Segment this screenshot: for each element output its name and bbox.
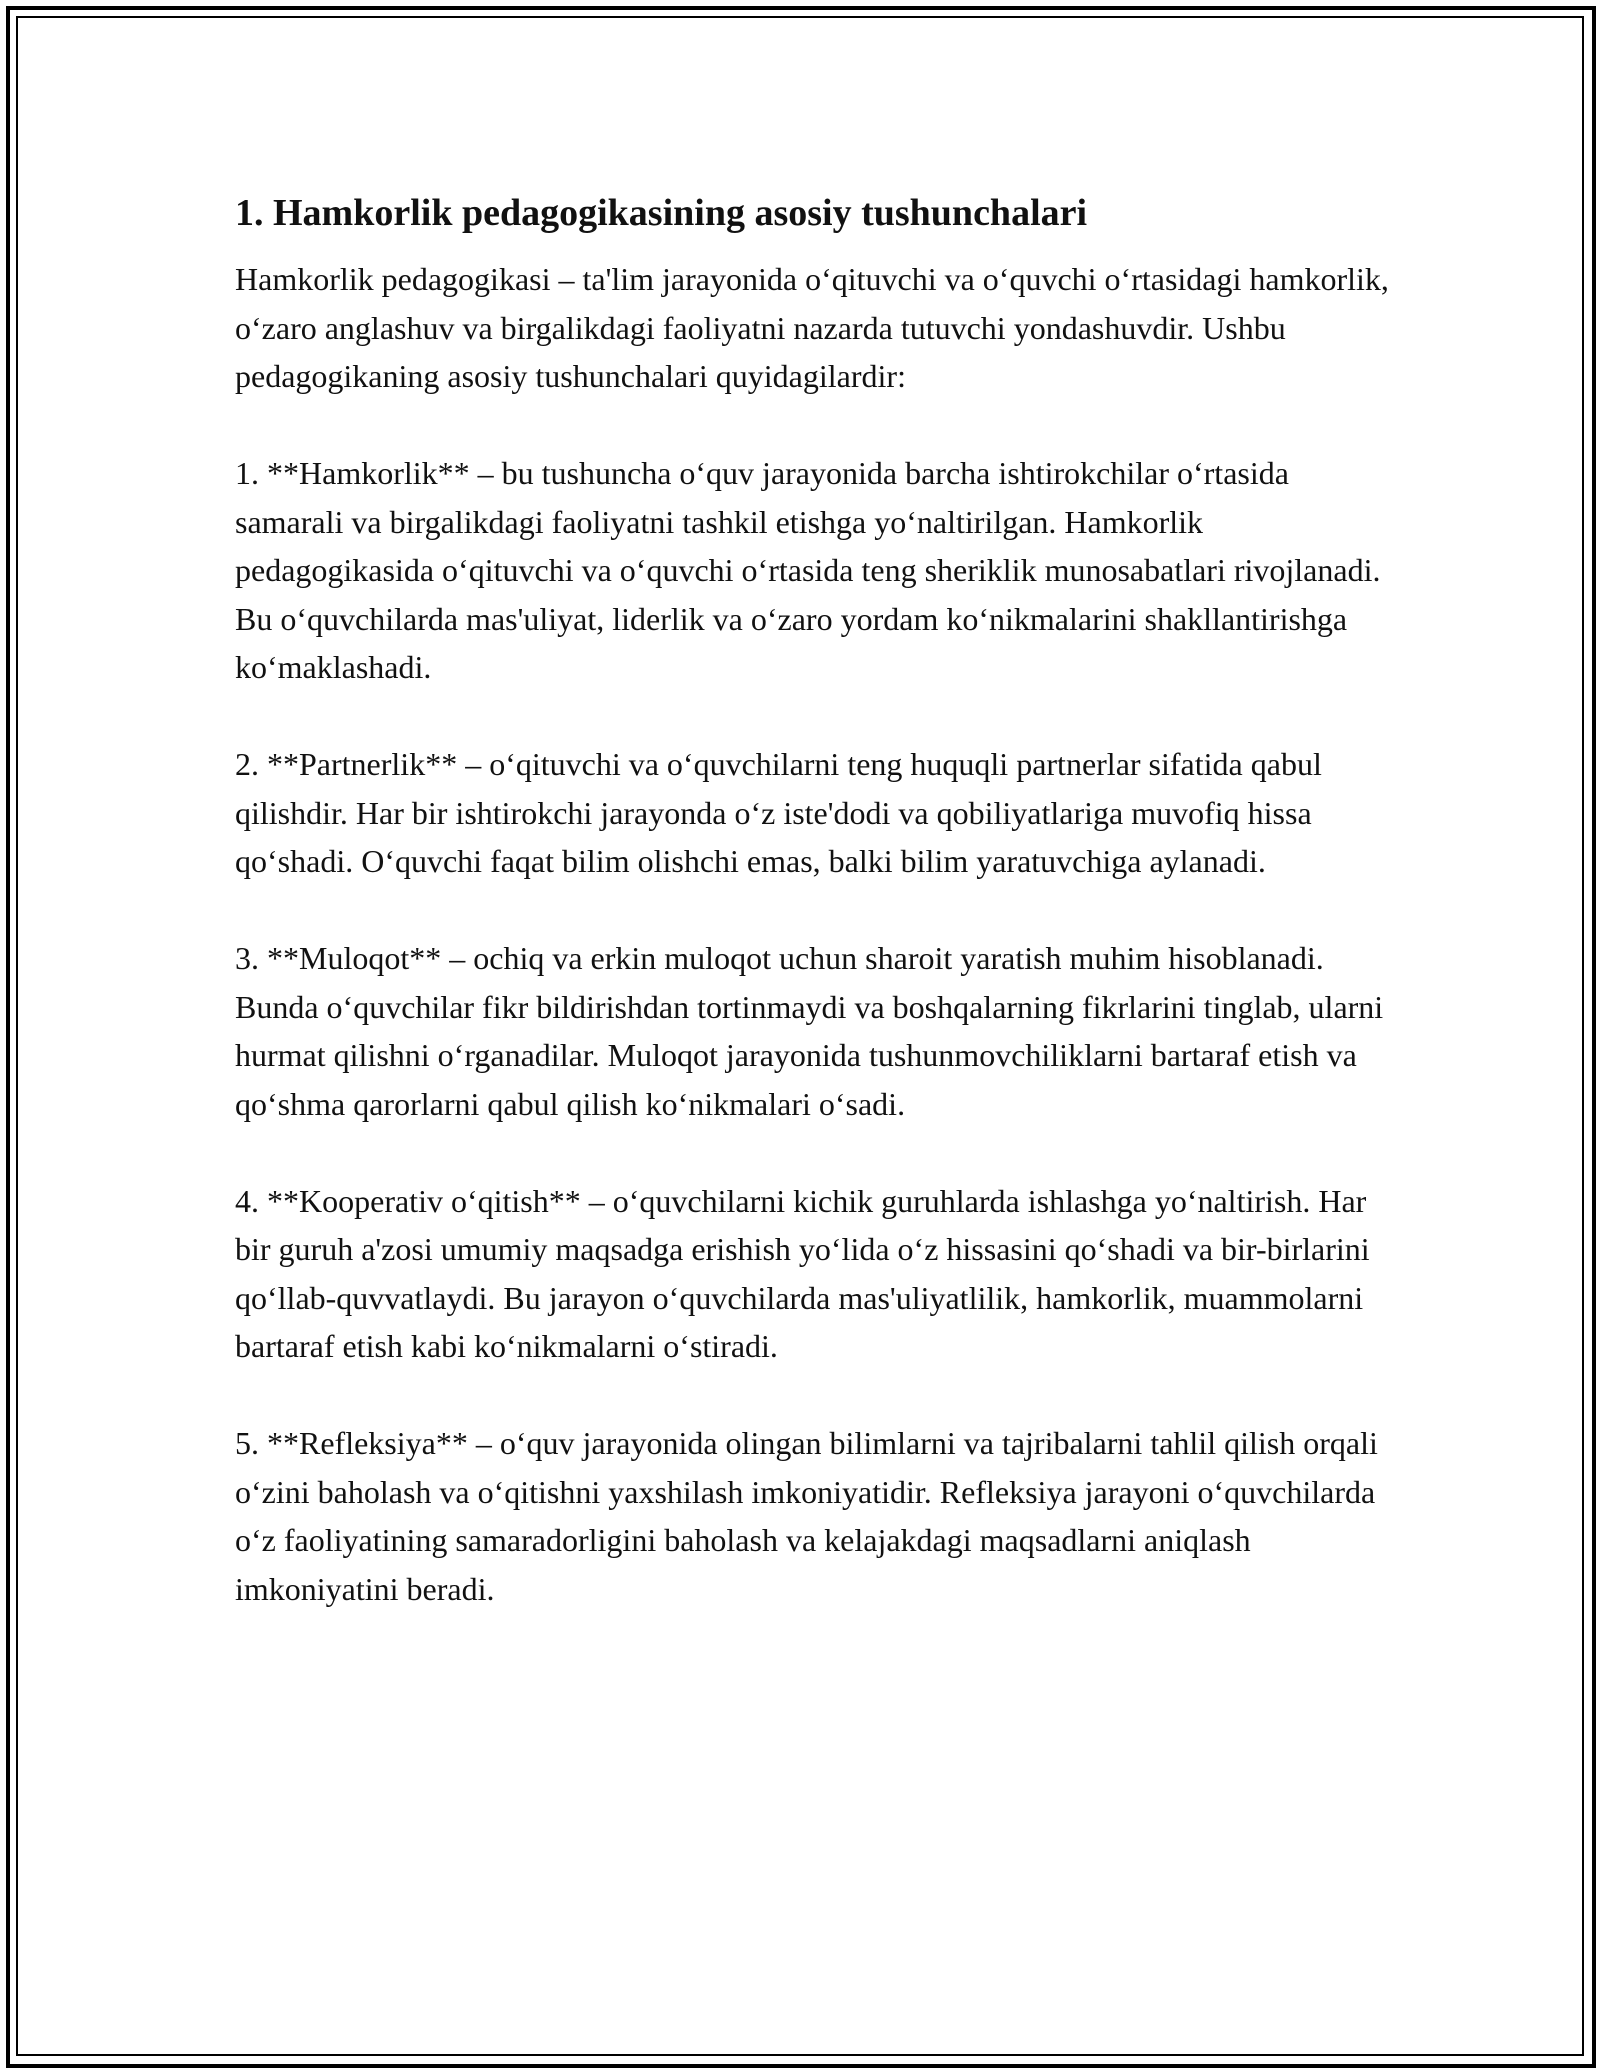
concept-muloqot-paragraph: 3. **Muloqot** – ochiq va erkin muloqot uchun sharoit yaratish muhim hisoblanadi. Bunda o‘quvchilar fikr bildirishdan tortinmaydi va boshqalarning fikrlarini tinglab, ularni hurmat qilishni o‘rganadilar. Muloqot jarayonida tushunmovchiliklarni bartaraf etish va qo‘shma qarorlarni qabul qilish ko‘nikmalari o‘sadi. (235, 940, 1384, 1122)
intro-paragraph: Hamkorlik pedagogikasi – ta'lim jarayonida o‘qituvchi va o‘quvchi o‘rtasidagi hamkorlik, o‘zaro anglashuv va birgalikdagi faoliyatni nazarda tutuvchi yondashuvdir. Ushbu pedagogikaning asosiy tushunchalari quyidagilardir: (235, 261, 1389, 394)
concept-kooperativ-paragraph: 4. **Kooperativ o‘qitish** – o‘quvchilarni kichik guruhlarda ishlashga yo‘naltirish. Har bir guruh a'zosi umumiy maqsadga erishish yo‘lida o‘z hissasini qo‘shadi va bir-birlarini qo‘llab-quvvatlaydi. Bu jarayon o‘quvchilarda mas'uliyatlilik, hamkorlik, muammolarni bartaraf etish kabi ko‘nikmalarni o‘stiradi. (235, 1182, 1370, 1364)
document-body (235, 185, 1395, 1662)
concept-hamkorlik-paragraph: 1. **Hamkorlik** – bu tushuncha o‘quv jarayonida barcha ishtirokchilar o‘rtasida samarali va birgalikdagi faoliyatni tashkil etishga yo‘naltirilgan. Hamkorlik pedagogikasida o‘qituvchi va o‘quvchi o‘rtasida teng sheriklik munosabatlari rivojlanadi. Bu o‘quvchilarda mas'uliyat, liderlik va o‘zaro yordam ko‘nikmalarini shakllantirishga ko‘maklashadi. (235, 455, 1381, 685)
section-heading: 1. Hamkorlik pedagogikasining asosiy tushunchalari (235, 192, 1088, 234)
concept-partnerlik-paragraph: 2. **Partnerlik** – o‘qituvchi va o‘quvchilarni teng huquqli partnerlar sifatida qabul qilishdir. Har bir ishtirokchi jarayonda o‘z iste'dodi va qobiliyatlariga muvofiq hissa qo‘shadi. O‘quvchi faqat bilim olishchi emas, balki bilim yaratuvchiga aylanadi. (235, 746, 1322, 879)
concept-refleksiya-paragraph: 5. **Refleksiya** – o‘quv jarayonida olingan bilimlarni va tajribalarni tahlil qilish orqali o‘zini baholash va o‘qitishni yaxshilash imkoniyatidir. Refleksiya jarayoni o‘quvchilarda o‘z faoliyatining samaradorligini baholash va kelajakdagi maqsadlarni aniqlash imkoniyatini beradi. (235, 1425, 1378, 1607)
